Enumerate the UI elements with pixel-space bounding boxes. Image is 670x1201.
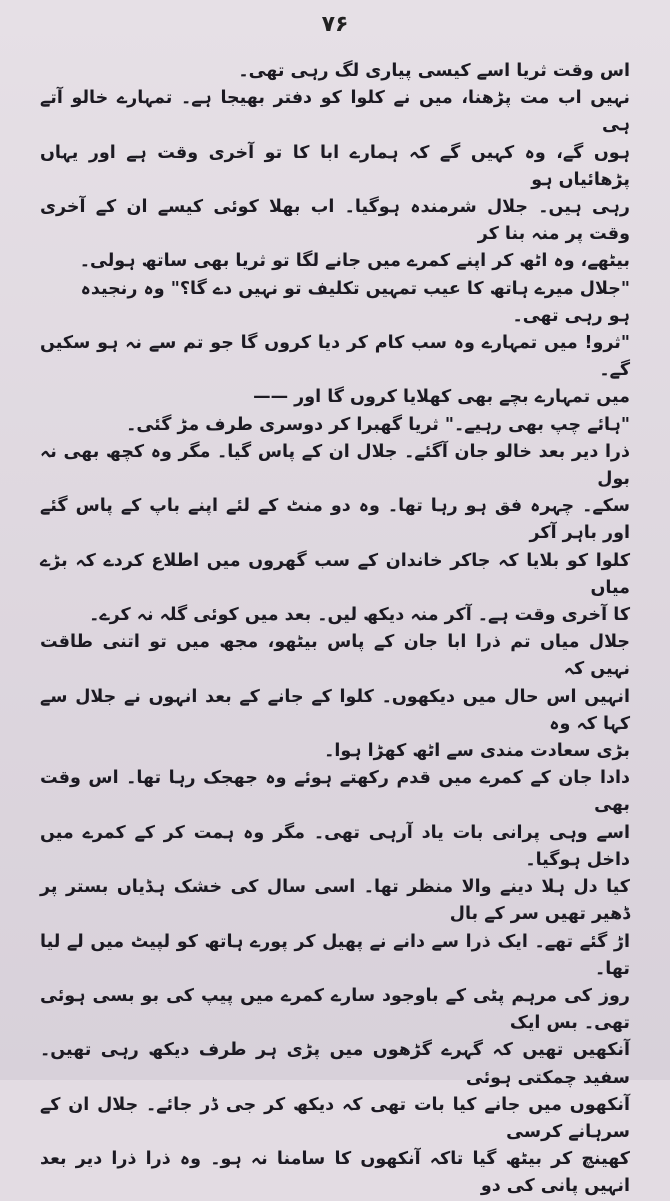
text-line: بڑی سعادت مندی سے اٹھ کھڑا ہوا۔ xyxy=(324,741,630,762)
text-line: کلوا کو بلایا کہ جاکر خاندان کے سب گھروں میں اطلاع کردے کہ بڑے میاں xyxy=(40,550,630,598)
text-line: "ہائے چپ بھی رہیے۔" ثریا گھبرا کر دوسری طرف مڑ گئی۔ xyxy=(126,414,630,435)
text-line: رہی ہیں۔ جلال شرمندہ ہوگیا۔ اب بھلا کوئی کیسے ان کے آخری وقت پر منہ بنا کر xyxy=(40,197,630,245)
page-number: ۷۶ xyxy=(321,12,349,37)
text-line: اڑ گئے تھے۔ ایک ذرا سے دانے نے پھیل کر پورے ہاتھ کو لپیٹ میں لے لیا تھا۔ xyxy=(40,931,630,979)
text-line: بیٹھے، وہ اٹھ کر اپنے کمرے میں جانے لگا تو ثریا بھی ساتھ ہولی۔ xyxy=(79,251,630,272)
text-line: اسے وہی پرانی بات یاد آرہی تھی۔ مگر وہ ہمت کر کے کمرے میں داخل ہوگیا۔ xyxy=(40,822,630,870)
text-line: کیا دل ہلا دینے والا منظر تھا۔ اسی سال کی خشک ہڈیاں بستر پر ڈھیر تھیں سر کے بال xyxy=(40,877,630,925)
text-line: روز کی مرہم پٹی کے باوجود سارے کمرے میں پیپ کی بو بسی ہوئی تھی۔ بس ایک xyxy=(40,985,630,1034)
text-line: میں تمہارے بچے بھی کھلایا کروں گا اور —— xyxy=(253,387,630,408)
text-line: کھینچ کر بیٹھ گیا تاکہ آنکھوں کا سامنا نہ ہو۔ وہ ذرا ذرا دیر بعد انہیں پانی کی دو xyxy=(40,1149,630,1197)
text-line: کا آخری وقت ہے۔ آکر منہ دیکھ لیں۔ بعد میں کوئی گلہ نہ کرے۔ xyxy=(89,605,630,626)
text-line: آنکھوں میں جانے کیا بات تھی کہ دیکھ کر جی ڈر جائے۔ جلال ان کے سرہانے کرسی xyxy=(40,1094,630,1142)
page-body-text xyxy=(40,58,630,1201)
text-line: اس وقت ثریا اسے کیسی پیاری لگ رہی تھی۔ xyxy=(238,61,630,81)
text-line: ہو رہی تھی۔ xyxy=(512,305,630,326)
text-line: انہیں اس حال میں دیکھوں۔ کلوا کے جانے کے بعد انہوں نے جلال سے کہا کہ وہ xyxy=(40,686,630,734)
text-line: سکے۔ چہرہ فق ہو رہا تھا۔ وہ دو منٹ کے لئے اپنے باپ کے پاس گئے اور باہر آکر xyxy=(40,496,630,544)
text-line: نہیں اب مت پڑھنا، میں نے کلوا کو دفتر بھیجا ہے۔ تمہارے خالو آتے ہی xyxy=(40,88,630,136)
text-line: دادا جان کے کمرے میں قدم رکھتے ہوئے وہ جھجک رہا تھا۔ اس وقت بھی xyxy=(40,768,630,816)
text-line: "ثرو! میں تمہارے وہ سب کام کر دیا کروں گا جو تم سے نہ ہو سکیں گے۔ xyxy=(40,333,630,381)
text-line: جلال میاں تم ذرا ابا جان کے پاس بیٹھو، مجھ میں تو اتنی طاقت نہیں کہ xyxy=(40,632,630,680)
text-line: ذرا دیر بعد خالو جان آگئے۔ جلال ان کے پاس گیا۔ مگر وہ کچھ بھی نہ بول xyxy=(40,441,630,490)
text-line: "جلال میرے ہاتھ کا عیب تمہیں تکلیف تو نہیں دے گا؟" وہ رنجیدہ xyxy=(80,278,630,299)
text-line: ہوں گے، وہ کہیں گے کہ ہمارے ابا کا تو آخری وقت ہے اور یہاں پڑھائیاں ہو xyxy=(40,142,630,190)
text-line: آنکھیں تھیں کہ گہرے گڑھوں میں پڑی ہر طرف دیکھ رہی تھیں۔ سفید چمکتی ہوئی xyxy=(40,1040,630,1088)
